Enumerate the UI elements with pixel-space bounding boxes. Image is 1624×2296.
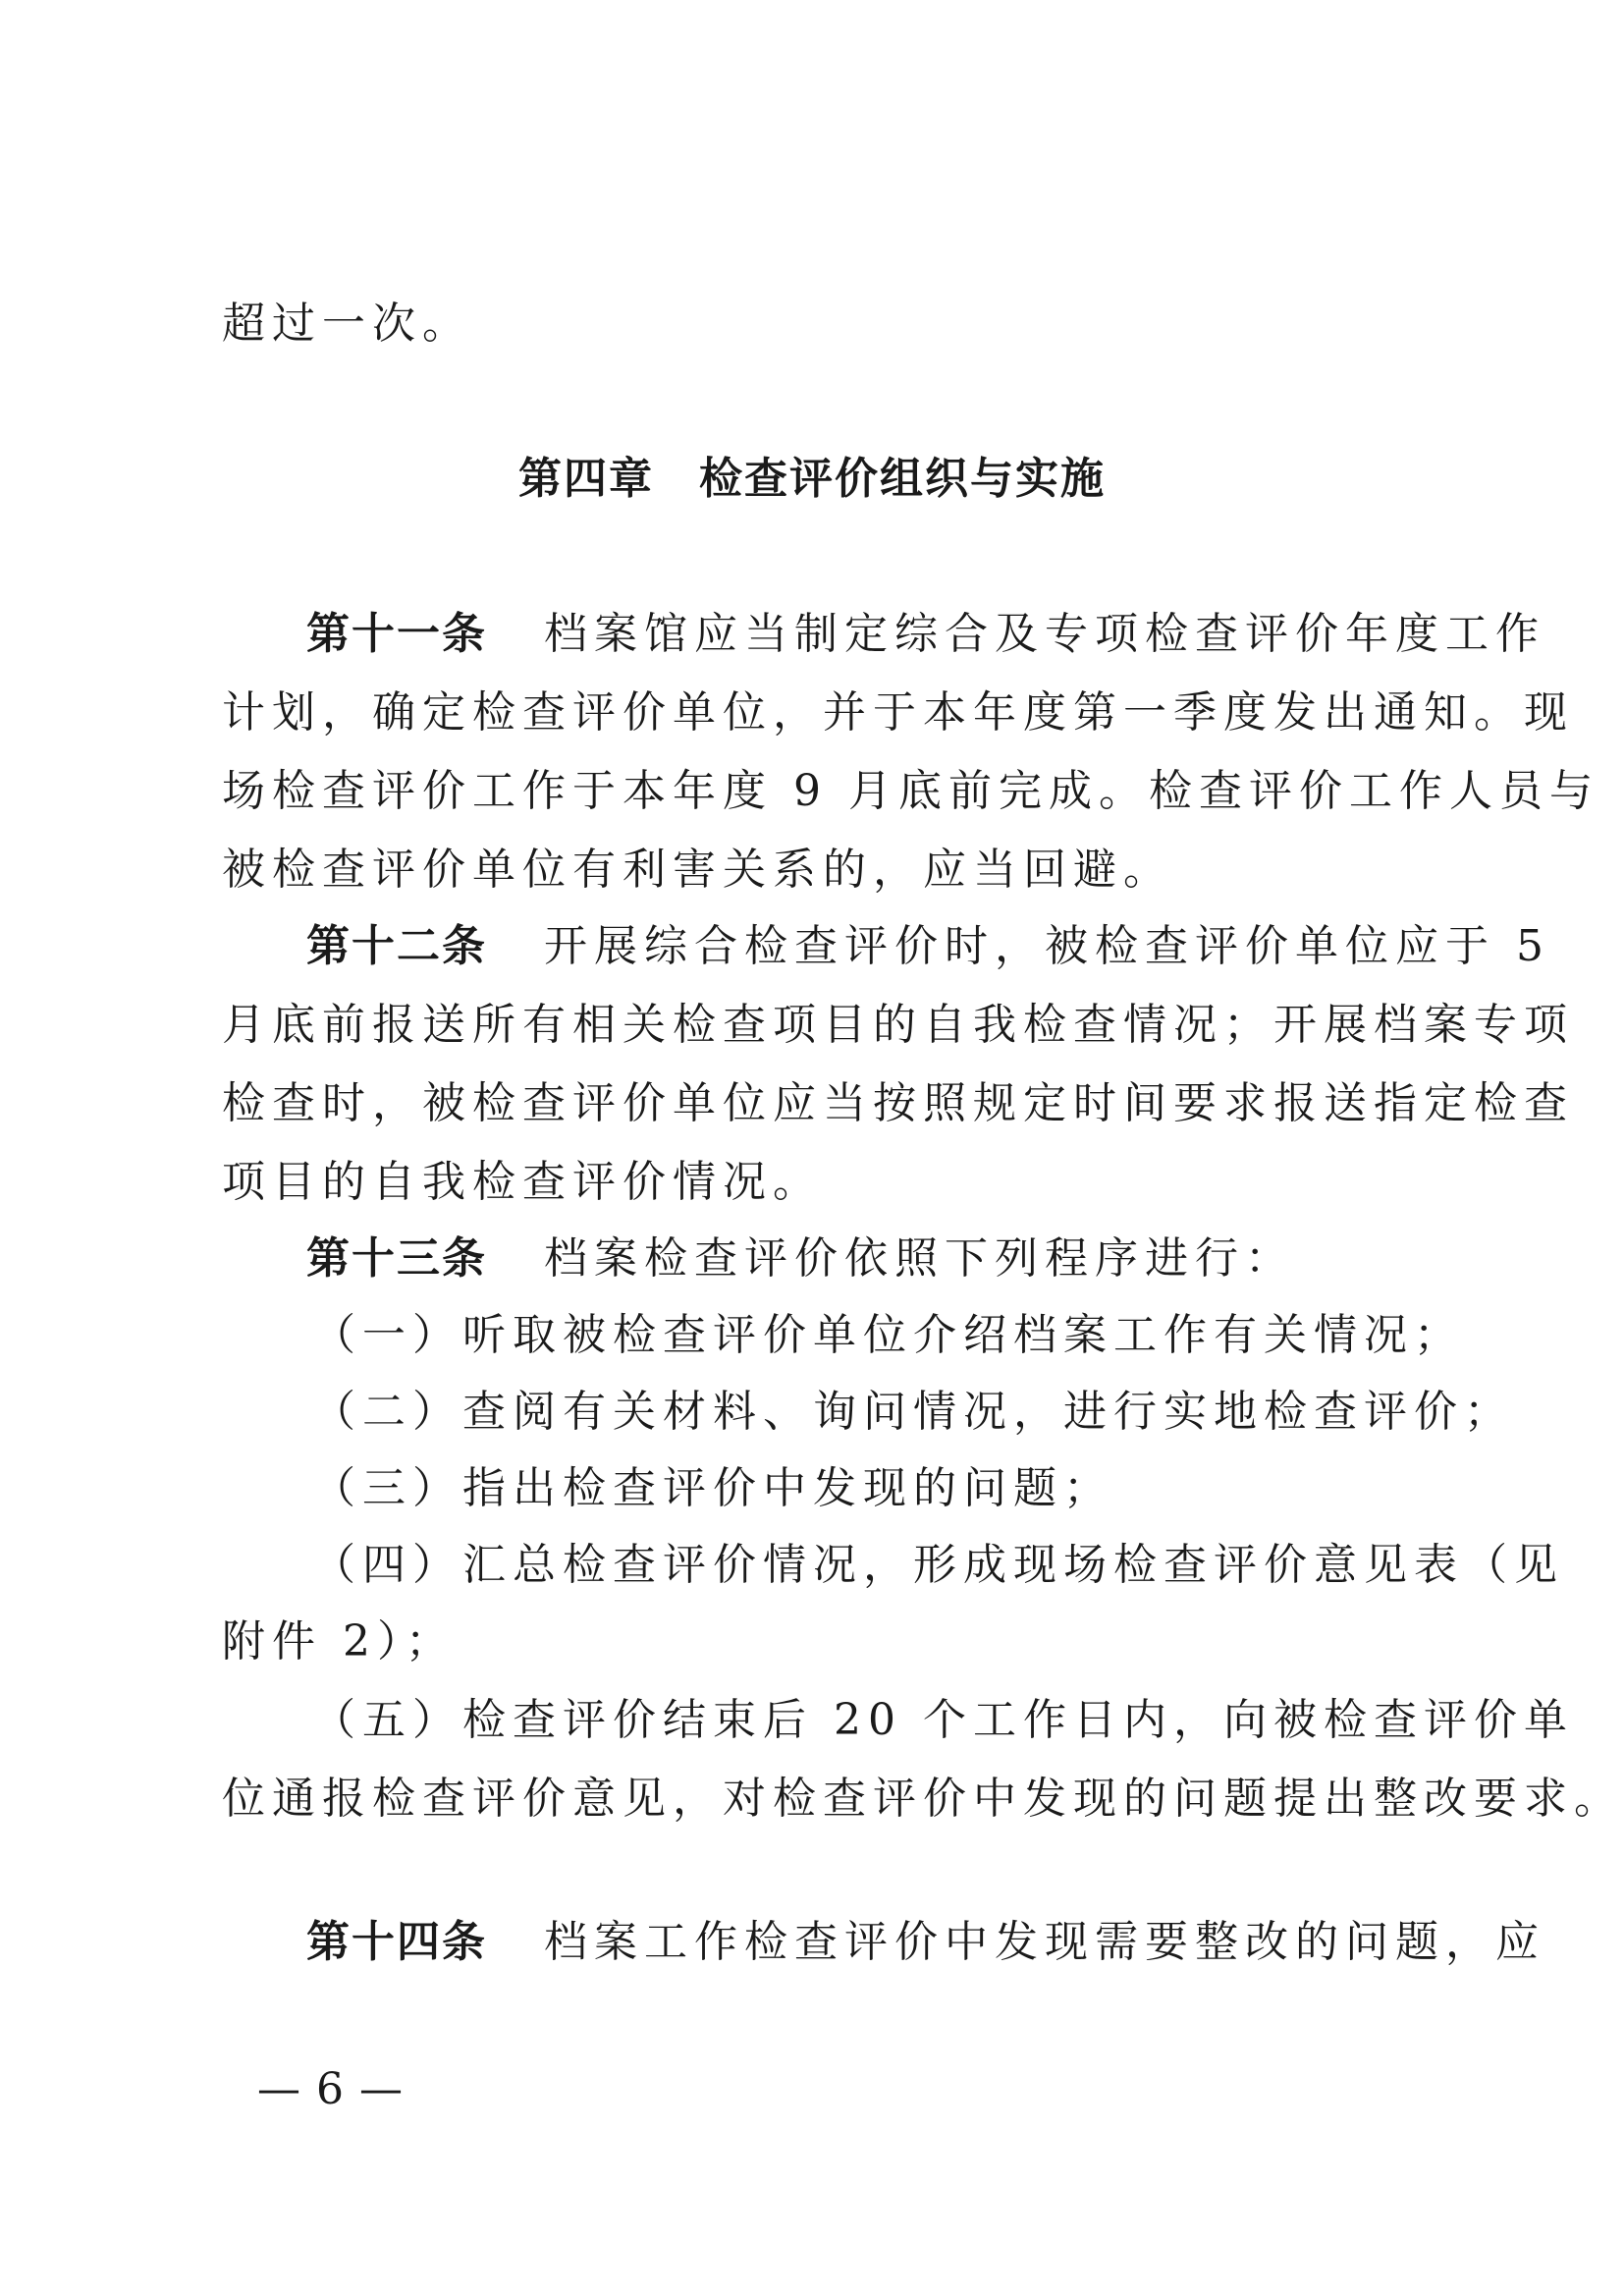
text-line: 被检查评价单位有利害关系的，应当回避。 (222, 845, 1173, 895)
text-line: 检查时，被检查评价单位应当按照规定时间要求报送指定检查 (222, 1078, 1574, 1128)
article-13-title: 第十三条 (306, 1233, 487, 1284)
text-segment: 档案检查评价依照下列程序进行： (544, 1233, 1295, 1284)
article-13-first-line (306, 1231, 1295, 1286)
text-segment: 开展综合检查评价时，被检查评价单位应于 5 (544, 921, 1550, 971)
article-12-first-line (306, 919, 1550, 974)
list-item: （二）查阅有关材料、询问情况，进行实地检查评价； (312, 1387, 1514, 1437)
article-14-title: 第十四条 (306, 1917, 487, 1967)
text-line: 月底前报送所有相关检查项目的自我检查情况；开展档案专项 (222, 1000, 1574, 1050)
page-number: — 6 — (257, 2064, 404, 2114)
article-11-first-line (306, 607, 1545, 662)
article-14-first-line (306, 1915, 1545, 1970)
text-line: 计划，确定检查评价单位，并于本年度第一季度发出通知。现 (222, 687, 1574, 738)
article-12-title: 第十二条 (306, 921, 487, 971)
text-line: 超过一次。 (222, 299, 472, 349)
text-segment: 档案馆应当制定综合及专项检查评价年度工作 (544, 609, 1545, 659)
list-item: （四）汇总检查评价情况，形成现场检查评价意见表（见 (312, 1540, 1564, 1590)
text-line: 附件 2）； (222, 1616, 456, 1667)
text-line: 场检查评价工作于本年度 9 月底前完成。检查评价工作人员与 (222, 766, 1599, 816)
text-segment: 档案工作检查评价中发现需要整改的问题，应 (544, 1917, 1545, 1967)
text-line: 位通报检查评价意见，对检查评价中发现的问题提出整改要求。 (222, 1774, 1624, 1824)
chapter-title: 第四章 检查评价组织与实施 (518, 454, 1106, 504)
article-11-title: 第十一条 (306, 609, 487, 659)
text-line: 项目的自我检查评价情况。 (222, 1157, 823, 1207)
list-item: （一）听取被检查评价单位介绍档案工作有关情况； (312, 1310, 1464, 1360)
list-item: （三）指出检查评价中发现的问题； (312, 1463, 1113, 1513)
list-item: （五）检查评价结束后 20 个工作日内，向被检查评价单 (312, 1695, 1574, 1745)
